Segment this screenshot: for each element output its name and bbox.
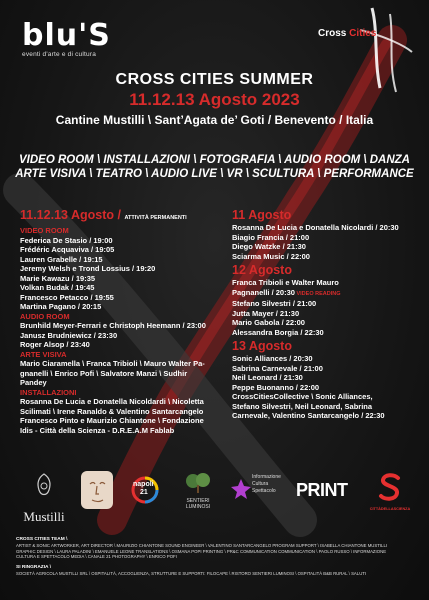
brand-tagline: eventi d'arte e di cultura [22, 51, 97, 58]
team-line: ARTIST & SONIC ARTWORKER, ART DIRECTOR \ MAURIZIO CHIANTONE SOUND ENGINEER \ VALENTINO SANTARCANGELO PROGRAM SUPPORT \ ISABELLA CHIANTONE MUSTILLI [16, 543, 388, 548]
napoli-label: napoli [133, 481, 154, 488]
luminosi-label: LUMINOSI [185, 504, 211, 510]
napoli21-logo [123, 475, 167, 510]
sentieri-luminosi-logo [172, 473, 224, 510]
cultura-label: Cultura [252, 481, 269, 487]
list-item: Lauren Grabelle / 19:15 [20, 254, 103, 264]
permanent-dates [20, 208, 230, 226]
event-title: CROSS CITIES SUMMER [115, 71, 314, 88]
list-item: Rosanna De Lucia e Donatella Nicolardi / 20:30 [232, 223, 399, 232]
list-item [232, 288, 422, 300]
list-item: Diego Watzke / 21:30 [232, 242, 306, 251]
list-item: Martina Pagano / 20:15 [20, 302, 102, 311]
napoli-number: 21 [140, 489, 148, 496]
list-item: Sabrina Carnevale / 21:00 [232, 363, 323, 373]
installazioni-title: INSTALLAZIONI [20, 387, 77, 397]
info-label: Informazione [252, 474, 281, 480]
list-item: Francesco Petacco / 19:55 [20, 292, 114, 302]
team-line: GRAPHIC DESIGN \ LAURA PALADINI \ EMANUELE LEONE TRANSLATIONS \ OSMANA POPI PRINTING \ PR&C COMMUNICATION COMMUNICATION \ PAOLO RUSSO \ INFORMAZIONE [16, 548, 387, 554]
video-reading-note: VIDEO READING [294, 290, 341, 297]
brand-name: blu'S [22, 18, 111, 53]
list-item: Pandey [20, 378, 47, 387]
audio-room-title: AUDIO ROOM [20, 311, 70, 321]
date-11: 11 Agosto [232, 208, 292, 222]
arte-visiva-title: ARTE VISIVA [20, 349, 67, 359]
permanent-date-text: 11.12.13 Agosto / [20, 208, 121, 222]
mustilli-crest-icon [33, 472, 55, 502]
credits [16, 537, 416, 576]
tree-icon [183, 473, 213, 493]
list-item: Sciarma Music / 22:00 [232, 251, 310, 261]
event-dates: 11.12.13 Agosto 2023 [129, 90, 300, 109]
cross-cities-logo-a: Cross [318, 28, 350, 39]
list-item: Idis - Città della Scienza - D.R.E.A.M Fablab [20, 425, 175, 435]
citta-della-scienza-logo [364, 472, 416, 511]
team-title: CROSS CITIES TEAM \ [16, 537, 68, 542]
date-12: 12 Agosto [232, 263, 292, 277]
thanks-line: SOCIETÀ AGRICOLA MUSTILLI SRL \ OSPITALITÀ, ACCOGLIENZA, STRUTTURE E SUPPORTI: FILOCAPE \ RISTORO SENTIERI LUMINOSI \ OSPITALITÀ B&B RURAL \ SALUTI [16, 570, 367, 576]
print-logo [296, 480, 348, 501]
list-item-text: Pagnanelli / 20:30 [232, 287, 295, 297]
event-venue: Cantine Mustilli \ Sant’Agata de’ Goti / Benevento / Italia [55, 113, 374, 127]
list-item: Alessandra Borgia / 22:30 [232, 327, 324, 337]
face-drawing-logo [80, 470, 114, 515]
blus-logo [22, 18, 111, 58]
list-item: Francesco Pinto e Maurizio Chiantone \ Fondazione [20, 416, 204, 425]
sentieri-label: SENTIERI [186, 498, 210, 504]
program-right-column [232, 208, 422, 421]
face-sketch-icon [80, 470, 114, 510]
list-item: Marie Kawazu / 19:35 [20, 273, 96, 283]
cross-cities-logo [318, 28, 376, 39]
list-item: Mario Gabola / 22:00 [232, 318, 305, 327]
list-item: Neil Leonard / 21:30 [232, 373, 303, 382]
list-item: Scilimati \ Irene Ranaldo & Valentino Santarcangelo [20, 406, 204, 416]
list-item: Jutta Mayer / 21:30 [232, 308, 300, 318]
list-item: Federica De Stasio / 19:00 [20, 235, 113, 245]
program-left-column [20, 208, 230, 435]
print-label: PRINT [296, 480, 348, 500]
star-icon [230, 478, 252, 500]
list-item: Carnevale, Valentino Santarcangelo / 22:30 [232, 411, 385, 420]
event-header [0, 70, 429, 128]
list-item: Sonic Alliances / 20:30 [232, 354, 313, 363]
citta-label: CITTÀDELLASCIENZA [369, 507, 411, 511]
list-item: Jeremy Welsh e Trond Lossius / 19:20 [20, 264, 156, 273]
list-item: CrossCitiesCollective \ Sonic Alliances, [232, 392, 373, 401]
list-item: Franca Tribioli e Walter Mauro [232, 278, 339, 287]
mustilli-label: Mustilli [23, 509, 65, 524]
citta-scienza-s-icon [378, 472, 402, 502]
list-item: gnanelli \ Enrico Pofi \ Salvatore Manzi \ Sudhir [20, 368, 188, 378]
permanent-label: ATTIVITÀ PERMANENTI [124, 215, 187, 221]
list-item: Rosanna De Lucia e Donatella Nicoldardi \ Nicoletta [20, 397, 204, 406]
mustilli-logo [18, 472, 70, 525]
list-item: Brunhild Meyer-Ferrari e Christoph Heemann / 23:00 [20, 321, 206, 330]
list-item: Stefano Silvestri / 21:00 [232, 299, 317, 308]
categories-line-1: VIDEO ROOM \ INSTALLAZIONI \ FOTOGRAFIA \ AUDIO ROOM \ DANZA [19, 154, 410, 166]
list-item: Biagio Francia / 21:00 [232, 232, 310, 242]
list-item: Peppe Buonanno / 22:00 [232, 382, 320, 392]
thanks-title: SI RINGRAZIA \ [16, 564, 51, 570]
list-item: Frédéric Acquaviva / 19:05 [20, 245, 115, 254]
video-room-title: VIDEO ROOM [20, 226, 69, 235]
list-item: Janusz Brudniewicz / 23:30 [20, 330, 118, 340]
team-line: CULTURA E SPETTACOLO MEDIA \ CANALE 21 PHOTOGRAPHY \ ENRICO POFI [16, 554, 177, 560]
list-item: Mario Ciaramella \ Franca Tribioli \ Mauro Walter Pa- [20, 359, 205, 368]
list-item: Volkan Budak / 19:45 [20, 283, 95, 292]
categories [0, 153, 429, 181]
list-item: Roger Alsop / 23:40 [20, 340, 90, 349]
cross-cities-logo-b: Cities [349, 28, 377, 39]
date-13: 13 Agosto [232, 339, 292, 353]
list-item: Stefano Silvestri, Neil Leonard, Sabrina [232, 401, 373, 411]
spettacolo-label: Spettacolo [252, 488, 276, 494]
categories-line-2: ARTE VISIVA \ TEATRO \ AUDIO LIVE \ VR \ SCULTURA \ PERFORMANCE [15, 168, 414, 180]
